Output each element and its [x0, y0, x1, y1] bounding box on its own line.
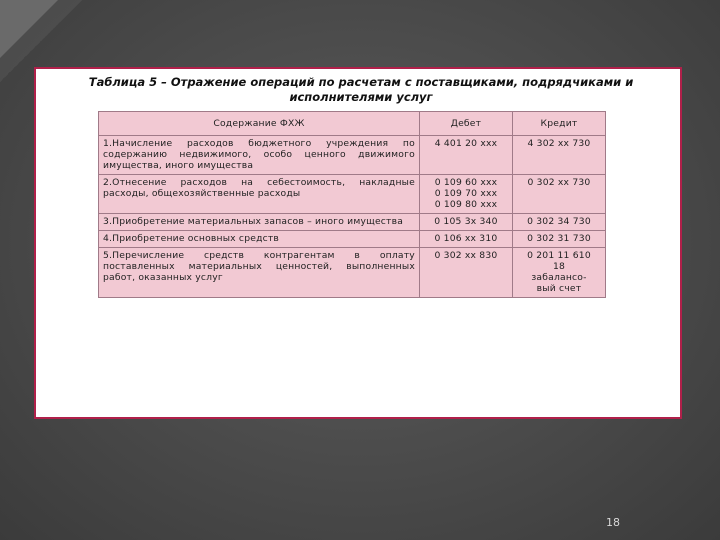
credit-account: 0 302 хх 730: [527, 177, 591, 188]
table-row: [99, 214, 606, 231]
debit-account: 0 302 хх 830: [434, 250, 498, 261]
row-content: 1.Начисление расходов бюджетного учреждения по содержанию недвижимого, особо ценного движимого имущества, иного имущества: [99, 136, 420, 175]
credit-account: забалансо-: [531, 272, 587, 283]
slide-content-card: [34, 67, 682, 419]
debit-account: 0 105 3х 340: [434, 216, 498, 227]
table-header-row: [99, 112, 606, 136]
row-content: 3.Приобретение материальных запасов – иного имущества: [99, 214, 420, 231]
table-row: [99, 136, 606, 175]
corner-fold-decoration: [0, 0, 58, 58]
row-credit: [512, 231, 605, 248]
row-content: 5.Перечисление средств контрагентам в оплату поставленных материальных ценностей, выполненных работ, оказанных услуг: [99, 248, 420, 298]
row-debit: [419, 175, 512, 214]
table-row: [99, 231, 606, 248]
row-debit: [419, 248, 512, 298]
debit-account: 0 106 хх 310: [434, 233, 498, 244]
row-debit: [419, 231, 512, 248]
credit-account: 0 201 11 610: [527, 250, 591, 261]
credit-account: 0 302 34 730: [527, 216, 591, 227]
table-title: Таблица 5 – Отражение операций по расчетам с поставщиками, подрядчиками и исполнителями услуг: [88, 75, 634, 104]
row-credit: [512, 175, 605, 214]
row-credit: [512, 136, 605, 175]
debit-account: 0 109 80 ххх: [434, 199, 498, 210]
row-debit: [419, 136, 512, 175]
operations-table: [98, 111, 606, 298]
row-debit: [419, 214, 512, 231]
row-content: 2.Отнесение расходов на себестоимость, накладные расходы, общехозяйственные расходы: [99, 175, 420, 214]
table-row: [99, 175, 606, 214]
credit-account: 0 302 31 730: [527, 233, 591, 244]
debit-account: 0 109 70 ххх: [434, 188, 498, 199]
debit-account: 0 109 60 ххх: [434, 177, 498, 188]
header-credit: Кредит: [512, 112, 605, 136]
header-content: Содержание ФХЖ: [99, 112, 420, 136]
credit-account: вый счет: [536, 283, 582, 294]
debit-account: 4 401 20 ххх: [434, 138, 498, 149]
row-credit: [512, 248, 605, 298]
credit-account: 4 302 хх 730: [527, 138, 591, 149]
row-credit: [512, 214, 605, 231]
table-row: [99, 248, 606, 298]
header-debit: Дебет: [419, 112, 512, 136]
credit-account: 18: [552, 261, 566, 272]
row-content: 4.Приобретение основных средств: [99, 231, 420, 248]
page-number: 18: [606, 516, 620, 529]
